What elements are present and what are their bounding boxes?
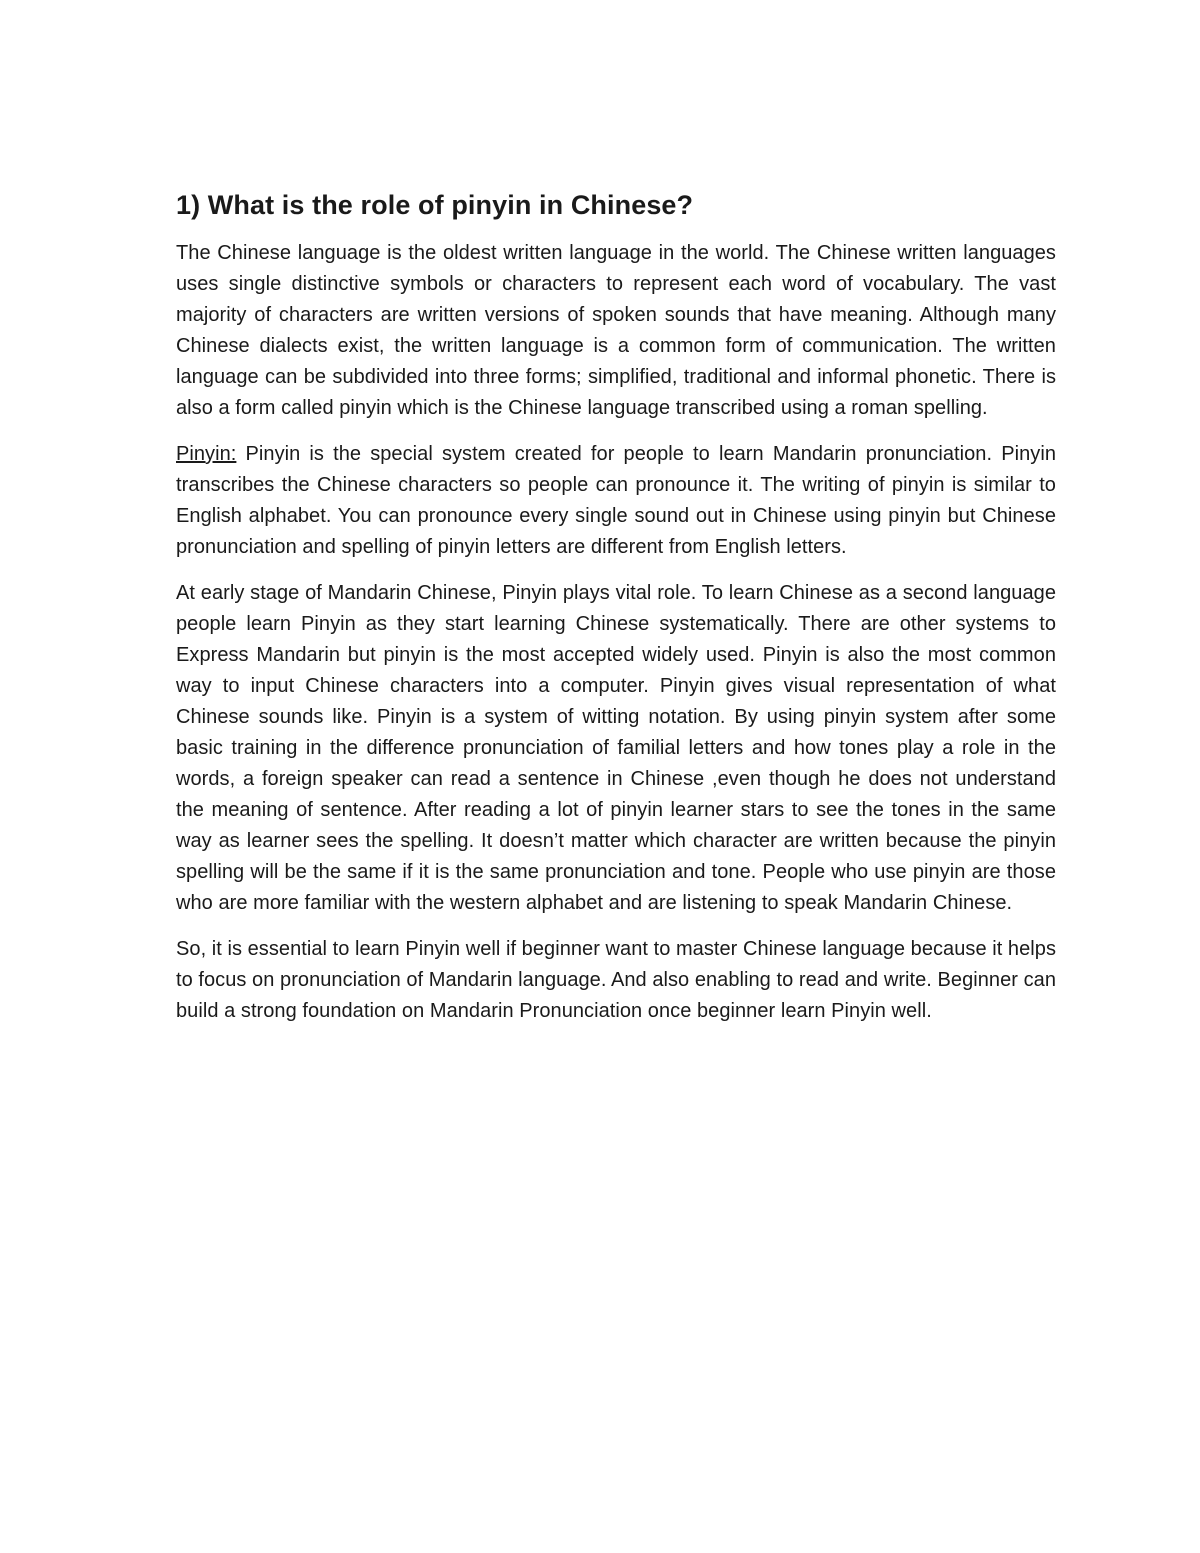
paragraph-early-stage	[176, 578, 1056, 919]
question-heading: 1) What is the role of pinyin in Chinese?	[176, 190, 694, 220]
pinyin-label: Pinyin:	[176, 443, 237, 465]
paragraph-intro	[176, 238, 1056, 424]
paragraph-conclusion	[176, 934, 1056, 1027]
paragraph-intro-text: The Chinese language is the oldest written language in the world. The Chinese written languages uses single distinctive symbols or characters to represent each word of vocabulary. The vast majority of characters are written versions of spoken sounds that have meaning. Although many Chinese dialects exist, the written language is a common form of communication. The written language can be subdivided into three forms; simplified, traditional and informal phonetic. There is also a form called pinyin which is the Chinese language transcribed using a roman spelling.	[176, 242, 1056, 419]
document-body	[176, 186, 1056, 1042]
paragraph-pinyin-definition-text: Pinyin is the special system created for people to learn Mandarin pronunciation. Pinyin transcribes the Chinese characters so people can pronounce it. The writing of pinyin is similar to English alphabet. You can pronounce every single sound out in Chinese using pinyin but Chinese pronunciation and spelling of pinyin letters are different from English letters.	[176, 443, 1056, 558]
paragraph-conclusion-text: So, it is essential to learn Pinyin well if beginner want to master Chinese language because it helps to focus on pronunciation of Mandarin language. And also enabling to read and write. Beginner can build a strong foundation on Mandarin Pronunciation once beginner learn Pinyin well.	[176, 938, 1056, 1022]
paragraph-pinyin-definition	[176, 439, 1056, 563]
paragraph-early-stage-text: At early stage of Mandarin Chinese, Pinyin plays vital role. To learn Chinese as a second language people learn Pinyin as they start learning Chinese systematically. There are other systems to Express Mandarin but pinyin is the most accepted widely used. Pinyin is also the most common way to input Chinese characters into a computer. Pinyin gives visual representation of what Chinese sounds like. Pinyin is a system of witting notation. By using pinyin system after some basic training in the difference pronunciation of familial letters and how tones play a role in the words, a foreign speaker can read a sentence in Chinese ,even though he does not understand the meaning of sentence. After reading a lot of pinyin learner stars to see the tones in the same way as learner sees the spelling. It doesn’t matter which character are written because the pinyin spelling will be the same if it is the same pronunciation and tone. People who use pinyin are those who are more familiar with the western alphabet and are listening to speak Mandarin Chinese.	[176, 582, 1056, 914]
